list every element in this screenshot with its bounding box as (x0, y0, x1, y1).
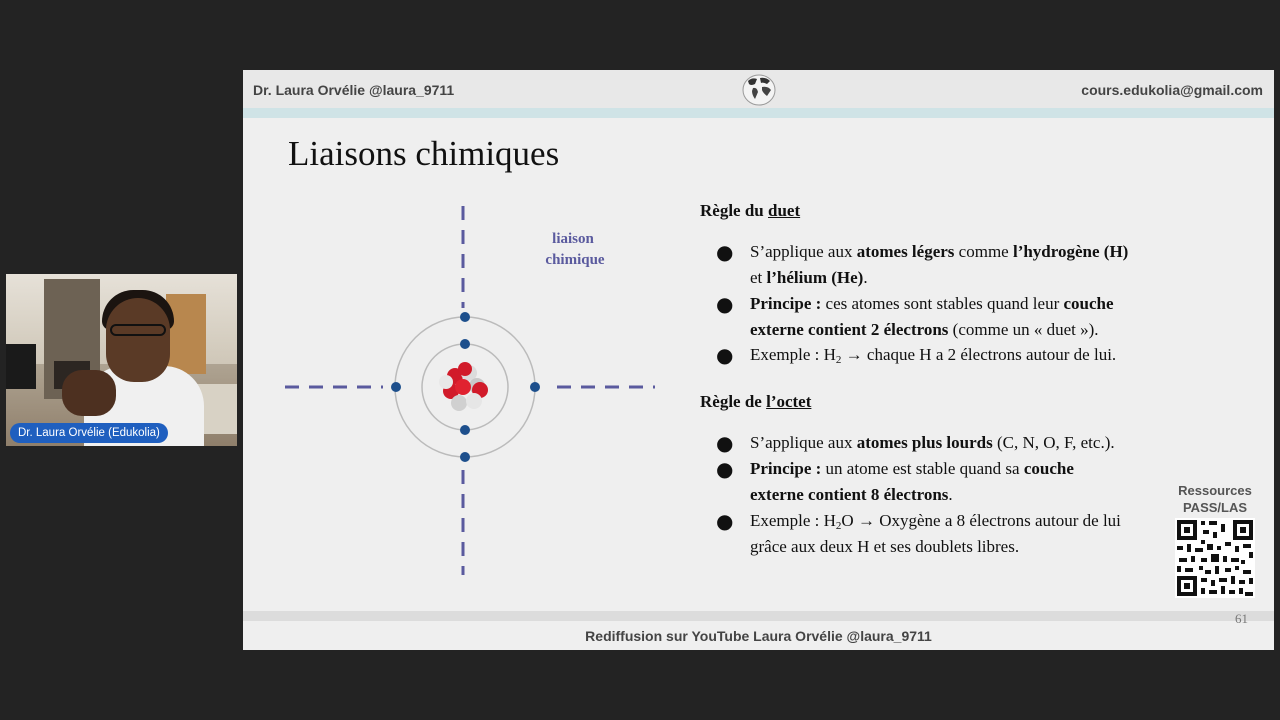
duet-bullet-3: Exemple : $H_2$ → chaque H a 2 électrons autour de lui. (750, 345, 1117, 366)
diagram-label-chimique: chimique (545, 252, 605, 268)
octet-title-word: l’octet (766, 392, 812, 411)
author-handle: Dr. Laura Orvélie @laura_9711 (253, 82, 455, 98)
presentation-slide (243, 70, 1274, 650)
bullet-dot: ● (716, 509, 734, 533)
webcam-person-head (106, 298, 170, 382)
qr-code-icon[interactable] (1175, 518, 1255, 598)
resources-label: Ressources PASS/LAS (1178, 483, 1252, 515)
octet-bullet-3: Exemple : $H_2O$ → Oxygène a 8 électrons autour de lui grâce aux deux H et ses doublets libres. (750, 511, 1121, 556)
octet-title-prefix: Règle de (700, 392, 767, 411)
slide-title: Liaisons chimiques (288, 134, 560, 173)
globe-icon (740, 72, 778, 108)
octet-bullet-2: Principe : un atome est stable quand sa couche externe contient 8 électrons. (750, 459, 1074, 504)
bullet-dot: ● (716, 457, 734, 481)
bullet-dot: ● (716, 343, 734, 367)
slide-number: 61 (1235, 611, 1248, 626)
webcam-glasses (110, 324, 166, 336)
duet-title-word: duet (768, 201, 801, 220)
participant-name-label: Dr. Laura Orvélie (Edukolia) (10, 423, 168, 443)
duet-rule-title (700, 201, 800, 221)
nucleus (439, 362, 488, 411)
contact-email: cours.edukolia@gmail.com (1081, 82, 1263, 98)
webcam-video (6, 274, 237, 446)
bullet-dot: ● (716, 431, 734, 455)
slide-header-stripe (243, 108, 1274, 118)
duet-title-prefix: Règle du (700, 201, 768, 220)
webcam-hand (62, 370, 116, 416)
bullet-dot: ● (716, 292, 734, 316)
octet-bullet-1: S’applique aux atomes plus lourds (C, N, O, F, etc.). (750, 433, 1115, 452)
bullet-dot: ● (716, 240, 734, 264)
atom-diagram (283, 200, 663, 580)
duet-bullet-2: Principe : ces atomes sont stables quand leur couche externe contient 2 électrons (comme un « duet »). (750, 294, 1114, 339)
octet-rule-title (700, 392, 811, 412)
slide-footer-text: Rediffusion sur YouTube Laura Orvélie @laura_9711 (585, 628, 932, 644)
webcam-door (166, 294, 206, 374)
slide-footer-bar (243, 611, 1274, 621)
diagram-label-liaison: liaison (552, 231, 594, 247)
duet-bullet-1: S’applique aux atomes légers comme l’hydrogène (H) et l’hélium (He). (750, 242, 1129, 287)
webcam-piano (6, 344, 36, 389)
